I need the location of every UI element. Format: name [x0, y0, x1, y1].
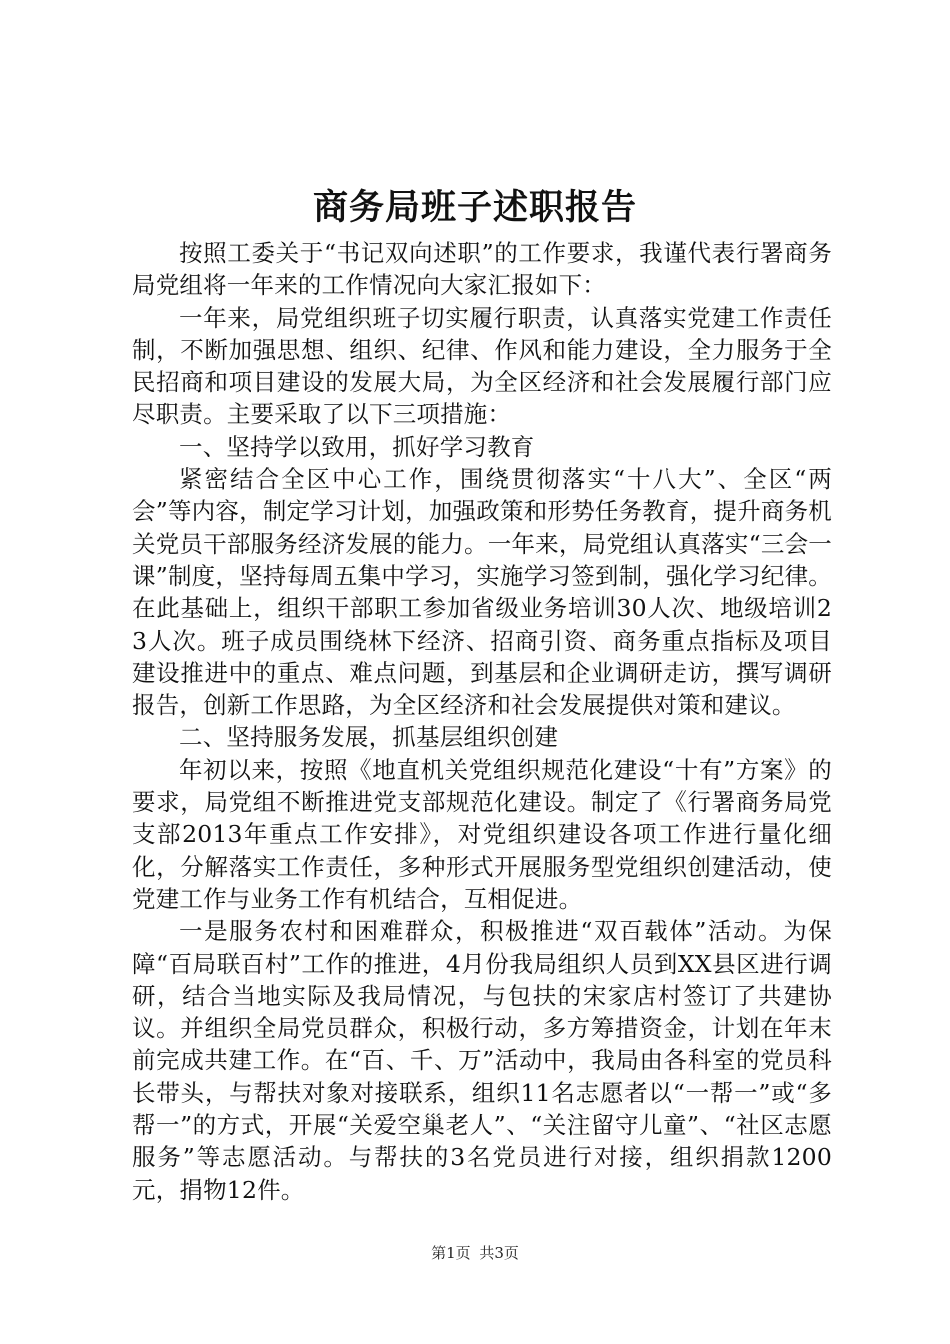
section-1-paragraph: 紧密结合全区中心工作，围绕贯彻落实“十八大”、全区“两会”等内容，制定学习计划，加强政策和形势任务教育，提升商务机关党员干部服务经济发展的能力。一年来，局党组认真落实“三会一课”制度，坚持每周五集中学习，实施学习签到制，强化学习纪律。在此基础上，组织干部职工参加省级业务培训30人次、地级培训23人次。班子成员围绕林下经济、招商引资、商务重点指标及项目建设推进中的重点、难点问题，到基层和企业调研走访，撰写调研报告，创新工作思路，为全区经济和社会发展提供对策和建议。	[132, 465, 832, 720]
section-2-subparagraph: 一是服务农村和困难群众，积极推进“双百载体”活动。为保障“百局联百村”工作的推进，4月份我局组织人员到XX县区进行调研，结合当地实际及我局情况，与包扶的宋家店村签订了共建协议。并组织全局党员群众，积极行动，多方筹措资金，计划在年末前完成共建工作。在“百、千、万”活动中，我局由各科室的党员科长带头，与帮扶对象对接联系，组织11名志愿者以“一帮一”或“多帮一”的方式，开展“关爱空巢老人”、“关注留守儿童”、“社区志愿服务”等志愿活动。与帮扶的3名党员进行对接，组织捐款1200元，捐物12件。	[132, 917, 832, 1204]
page-footer	[0, 1243, 950, 1263]
document-title: 商务局班子述职报告	[312, 187, 637, 228]
page-number-total: 共3页	[479, 1244, 519, 1262]
document-body	[132, 237, 832, 1206]
section-2-paragraph: 年初以来，按照《地直机关党组织规范化建设“十有”方案》的要求，局党组不断推进党支部规范化建设。制定了《行署商务局党支部2013年重点工作安排》，对党组织建设各项工作进行量化细化，分解落实工作责任，多种形式开展服务型党组织创建活动，使党建工作与业务工作有机结合，互相促进。	[132, 755, 832, 913]
section-heading-1: 一、坚持学以致用，抓好学习教育	[179, 432, 535, 461]
page-number-current: 第1页	[431, 1244, 471, 1262]
intro-paragraph: 按照工委关于“书记双向述职”的工作要求，我谨代表行署商务局党组将一年来的工作情况向大家汇报如下：	[132, 239, 832, 300]
section-heading-2: 二、坚持服务发展，抓基层组织创建	[179, 723, 559, 752]
overview-paragraph: 一年来，局党组织班子切实履行职责，认真落实党建工作责任制，不断加强思想、组织、纪律、作风和能力建设，全力服务于全民招商和项目建设的发展大局，为全区经济和社会发展履行部门应尽职责。主要采取了以下三项措施：	[132, 303, 832, 429]
